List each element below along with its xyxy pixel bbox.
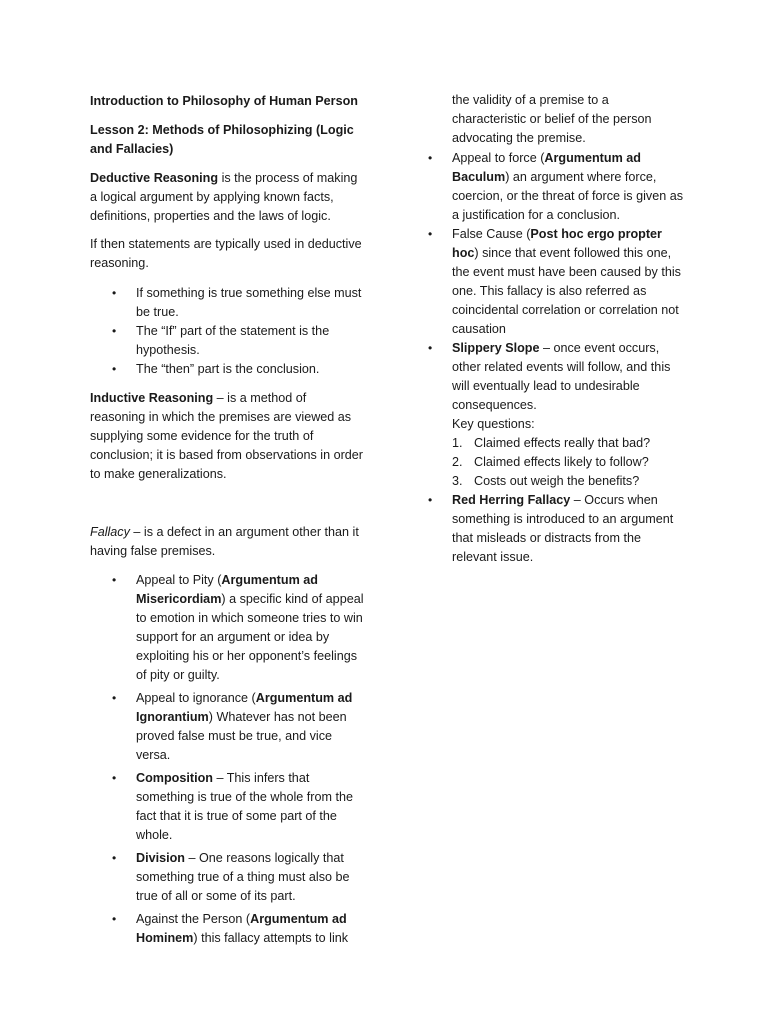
list-item: • The “then” part is the conclusion. <box>90 360 365 379</box>
list-item: • Division – One reasons logically that something true of a thing must also be true of all or some of its part. <box>90 849 365 906</box>
list-item: • False Cause (Post hoc ergo propter hoc) since that event followed this one, the event must have been caused by this one. This fallacy is also referred as coincidental correlation or correlation not causation <box>426 225 686 339</box>
fallacy-term: Fallacy <box>90 525 130 539</box>
inductive-paragraph <box>90 389 365 484</box>
list-item: • Appeal to Pity (Argumentum ad Misericordiam) a specific kind of appeal to emotion in which someone tries to win support for an argument or idea by exploiting his or her opponent’s feelings of pity or guilty. <box>90 571 365 685</box>
fallacy-definition: – is a defect in an argument other than it having false premises. <box>90 525 359 558</box>
fallacy-list-left <box>90 571 365 948</box>
key-question: 1. Claimed effects really that bad? <box>452 436 651 450</box>
deductive-term: Deductive Reasoning <box>90 171 219 185</box>
course-title: Introduction to Philosophy of Human Person <box>90 94 358 108</box>
lesson-title: Lesson 2: Methods of Philosophizing (Logic and Fallacies) <box>90 123 354 156</box>
list-item: • Slippery Slope – once event occurs, other related events will follow, and this will eventually lead to undesirable consequences. Key questions: 1. Claimed effects really that bad? 2. Claimed effects likely to follow? 3. Costs out weigh the benefits? <box>426 339 686 491</box>
list-item: • The “If” part of the statement is the hypothesis. <box>90 322 365 360</box>
inductive-definition: – is a method of reasoning in which the premises are viewed as supplying some evidence for the truth of conclusion; it is based from observations in order to make generalizations. <box>90 391 363 481</box>
inductive-term: Inductive Reasoning <box>90 391 214 405</box>
key-questions-list <box>452 434 686 491</box>
list-item: • Against the Person (Argumentum ad Hominem) this fallacy attempts to link <box>90 910 365 948</box>
key-questions-label: Key questions: <box>452 417 535 431</box>
list-item: • Appeal to force (Argumentum ad Baculum) an argument where force, coercion, or the threat of force is given as a justification for a conclusion. <box>426 149 686 225</box>
deductive-definition: is the process of making a logical argument by applying known facts, definitions, properties and the laws of logic. <box>90 171 358 223</box>
fallacy-list-right <box>426 149 686 567</box>
continuation-text: the validity of a premise to a characteristic or belief of the person advocating the premise. <box>452 93 652 145</box>
list-item: • If something is true something else must be true. <box>90 284 365 322</box>
list-item: • Appeal to ignorance (Argumentum ad Ignorantium) Whatever has not been proved false must be true, and vice versa. <box>90 689 365 765</box>
list-item: • Red Herring Fallacy – Occurs when something is introduced to an argument that misleads or distracts from the relevant issue. <box>426 491 686 567</box>
deductive-paragraph <box>90 169 365 226</box>
key-question: 2. Claimed effects likely to follow? <box>452 455 649 469</box>
list-item: • Composition – This infers that something is true of the whole from the fact that it is true of some part of the whole. <box>90 769 365 845</box>
fallacy-paragraph <box>90 523 365 561</box>
ifthen-intro: If then statements are typically used in deductive reasoning. <box>90 237 362 270</box>
key-question: 3. Costs out weigh the benefits? <box>452 474 640 488</box>
ifthen-list <box>90 284 365 379</box>
